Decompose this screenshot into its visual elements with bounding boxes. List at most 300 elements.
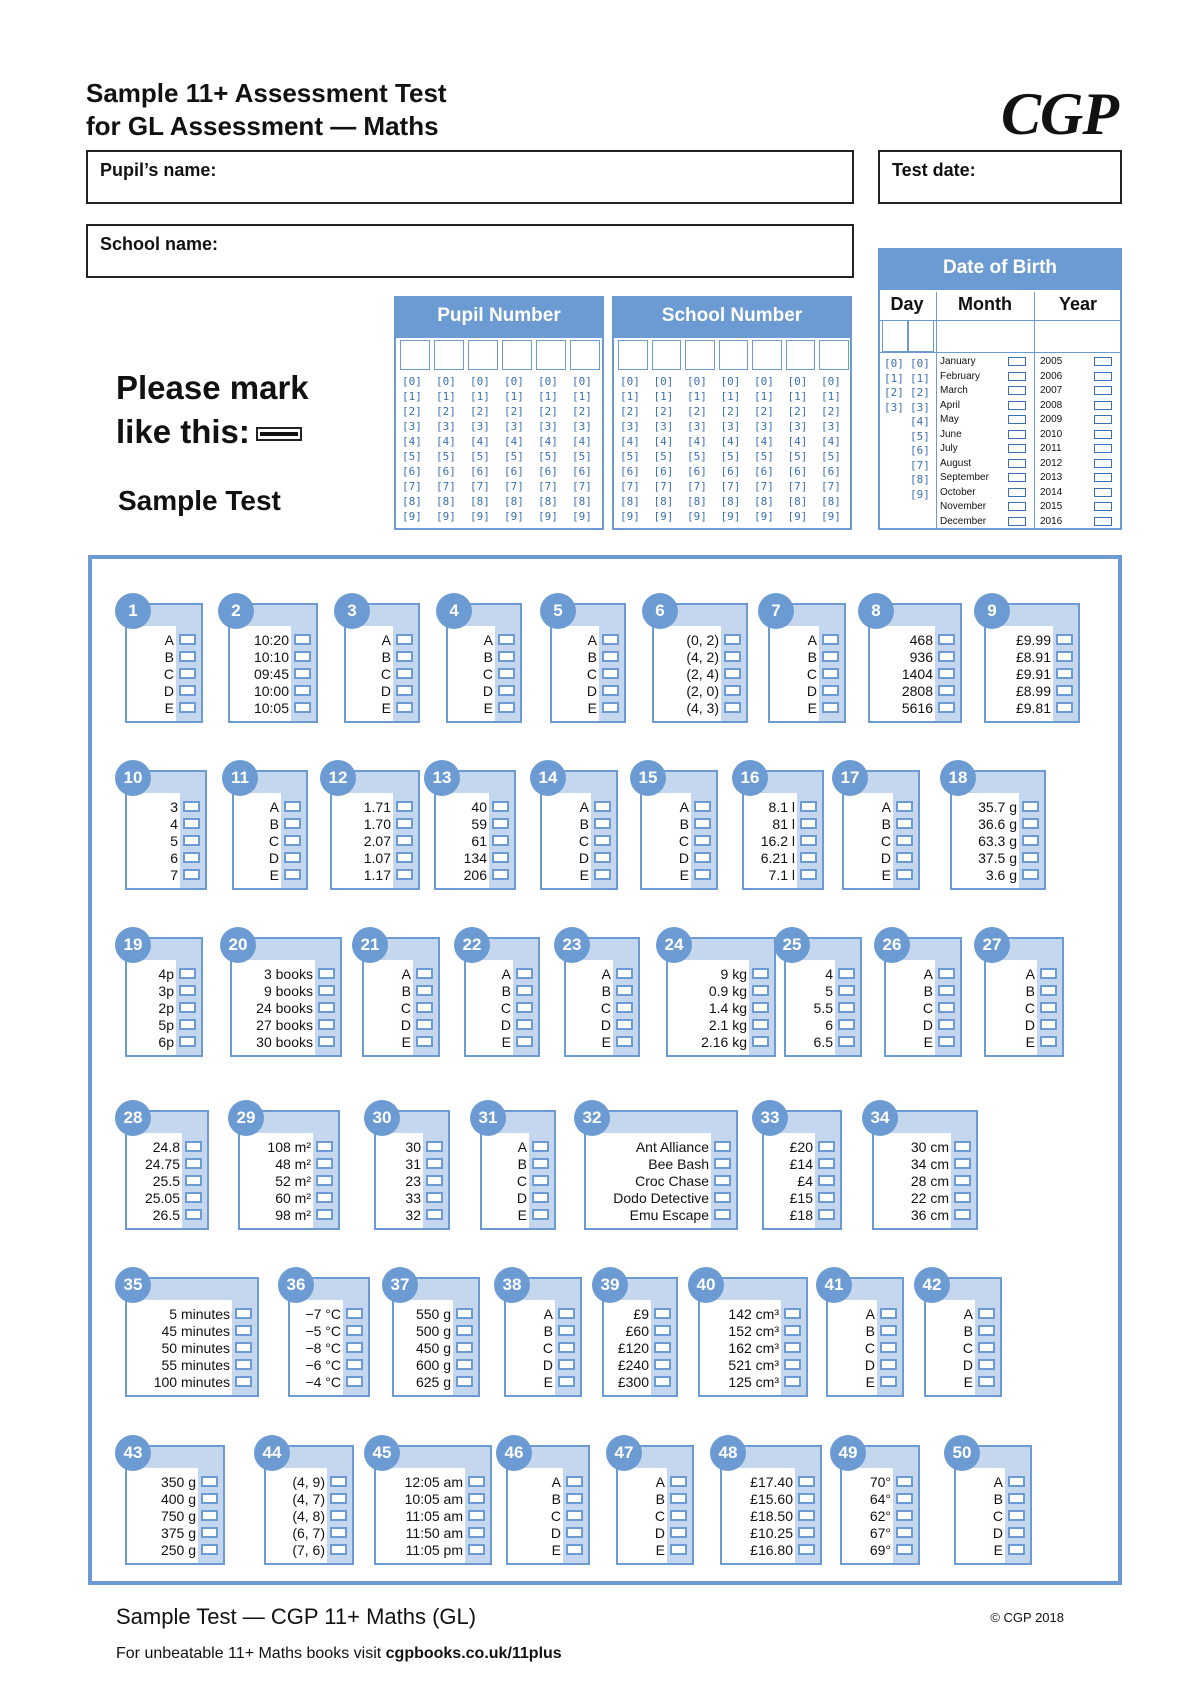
answer-bubble[interactable]: [1040, 985, 1057, 996]
answer-option[interactable]: [911, 1172, 971, 1189]
answer-bubble[interactable]: [694, 869, 711, 880]
answer-bubble[interactable]: [616, 1002, 633, 1013]
answer-option[interactable]: [164, 665, 196, 682]
answer-bubble[interactable]: [284, 801, 301, 812]
school-number-digit-bubble[interactable]: [9]: [653, 510, 674, 523]
answer-bubble[interactable]: [818, 1141, 835, 1152]
pupil-number-digit-bubble[interactable]: [3]: [436, 420, 456, 433]
answer-option[interactable]: [165, 699, 196, 716]
answer-bubble[interactable]: [183, 801, 200, 812]
answer-bubble[interactable]: [468, 1527, 485, 1538]
answer-option[interactable]: [405, 1138, 443, 1155]
answer-option[interactable]: [551, 1507, 583, 1524]
answer-option[interactable]: [911, 1189, 971, 1206]
school-number-digit-bubble[interactable]: [0]: [687, 375, 707, 388]
pupil-number-digit-bubble[interactable]: [8]: [470, 495, 490, 508]
school-number-digit-bubble[interactable]: [5]: [787, 450, 808, 463]
answer-option[interactable]: [406, 1507, 485, 1524]
answer-bubble[interactable]: [492, 869, 509, 880]
answer-bubble[interactable]: [784, 1342, 801, 1353]
answer-bubble[interactable]: [330, 1510, 347, 1521]
school-number-digit-bubble[interactable]: [7]: [720, 480, 741, 493]
school-number-digit-bubble[interactable]: [1]: [821, 390, 841, 403]
pupil-number-digit-bubble[interactable]: [2]: [572, 405, 592, 418]
answer-option[interactable]: [275, 1172, 333, 1189]
school-number-digit-bubble[interactable]: [8]: [687, 495, 707, 508]
answer-bubble[interactable]: [294, 651, 311, 662]
answer-bubble[interactable]: [396, 801, 413, 812]
answer-option[interactable]: [579, 849, 611, 866]
answer-bubble[interactable]: [1056, 685, 1073, 696]
answer-option[interactable]: [993, 1524, 1025, 1541]
answer-option[interactable]: [870, 1507, 913, 1524]
answer-bubble[interactable]: [822, 634, 839, 645]
school-number-digit-bubble[interactable]: [0]: [787, 375, 808, 388]
answer-option[interactable]: [256, 999, 335, 1016]
answer-bubble[interactable]: [896, 869, 913, 880]
answer-bubble[interactable]: [183, 852, 200, 863]
answer-bubble[interactable]: [670, 1476, 687, 1487]
pupil-number-digit-bubble[interactable]: [9]: [538, 510, 558, 523]
answer-bubble[interactable]: [492, 835, 509, 846]
answer-option[interactable]: [709, 999, 769, 1016]
answer-option[interactable]: [648, 1155, 731, 1172]
answer-option[interactable]: [924, 965, 955, 982]
answer-bubble[interactable]: [498, 702, 515, 713]
answer-bubble[interactable]: [1056, 634, 1073, 645]
answer-bubble[interactable]: [798, 1493, 815, 1504]
answer-bubble[interactable]: [183, 835, 200, 846]
answer-bubble[interactable]: [532, 1175, 549, 1186]
answer-bubble[interactable]: [179, 651, 196, 662]
pupil-number-digit-bubble[interactable]: [4]: [436, 435, 456, 448]
answer-bubble[interactable]: [938, 1019, 955, 1030]
school-number-digit-bubble[interactable]: [4]: [653, 435, 674, 448]
answer-bubble[interactable]: [532, 1209, 549, 1220]
answer-bubble[interactable]: [532, 1192, 549, 1203]
answer-option[interactable]: [630, 1206, 731, 1223]
answer-bubble[interactable]: [822, 651, 839, 662]
school-number-digit-bubble[interactable]: [0]: [620, 375, 640, 388]
answer-bubble[interactable]: [694, 818, 711, 829]
answer-bubble[interactable]: [602, 634, 619, 645]
pupil-number-digit-bubble[interactable]: [1]: [436, 390, 456, 403]
answer-bubble[interactable]: [954, 1141, 971, 1152]
answer-option[interactable]: [588, 699, 619, 716]
answer-bubble[interactable]: [185, 1158, 202, 1169]
dob-day-units-bubble[interactable]: [9]: [910, 487, 930, 501]
answer-option[interactable]: [402, 982, 433, 999]
answer-option[interactable]: [483, 682, 515, 699]
answer-bubble[interactable]: [724, 634, 741, 645]
answer-option[interactable]: [910, 631, 955, 648]
answer-option[interactable]: [364, 866, 413, 883]
school-number-digit-bubble[interactable]: [5]: [821, 450, 841, 463]
answer-bubble[interactable]: [978, 1376, 995, 1387]
answer-option[interactable]: [292, 1473, 347, 1490]
pupil-number-digit-bubble[interactable]: [3]: [538, 420, 558, 433]
answer-option[interactable]: [911, 1138, 971, 1155]
pupil-number-digit-bubble[interactable]: [8]: [504, 495, 524, 508]
answer-bubble[interactable]: [316, 1192, 333, 1203]
pupil-number-digit-bubble[interactable]: [0]: [436, 375, 456, 388]
answer-bubble[interactable]: [498, 668, 515, 679]
answer-option[interactable]: [517, 1172, 549, 1189]
pupil-number-digit-bubble[interactable]: [0]: [504, 375, 524, 388]
school-number-digit-bubble[interactable]: [8]: [653, 495, 674, 508]
answer-bubble[interactable]: [724, 702, 741, 713]
answer-bubble[interactable]: [330, 1527, 347, 1538]
answer-bubble[interactable]: [896, 1510, 913, 1521]
answer-option[interactable]: [613, 1189, 731, 1206]
answer-option[interactable]: [543, 1356, 575, 1373]
answer-bubble[interactable]: [822, 685, 839, 696]
answer-bubble[interactable]: [880, 1376, 897, 1387]
answer-bubble[interactable]: [838, 1002, 855, 1013]
answer-bubble[interactable]: [880, 1342, 897, 1353]
pupil-number-digit-bubble[interactable]: [6]: [436, 465, 456, 478]
answer-bubble[interactable]: [602, 685, 619, 696]
answer-option[interactable]: [254, 648, 311, 665]
answer-option[interactable]: [161, 1473, 218, 1490]
answer-option[interactable]: [517, 1189, 549, 1206]
answer-option[interactable]: [808, 699, 839, 716]
answer-option[interactable]: [471, 798, 509, 815]
pupil-number-digit-bubble[interactable]: [2]: [538, 405, 558, 418]
answer-bubble[interactable]: [798, 1544, 815, 1555]
answer-option[interactable]: [865, 1356, 897, 1373]
answer-bubble[interactable]: [426, 1192, 443, 1203]
answer-bubble[interactable]: [724, 651, 741, 662]
answer-option[interactable]: [170, 849, 200, 866]
school-number-digit-bubble[interactable]: [1]: [620, 390, 640, 403]
school-number-digit-bubble[interactable]: [3]: [620, 420, 640, 433]
answer-option[interactable]: [993, 1507, 1025, 1524]
answer-bubble[interactable]: [294, 702, 311, 713]
answer-bubble[interactable]: [654, 1308, 671, 1319]
answer-bubble[interactable]: [235, 1325, 252, 1336]
answer-bubble[interactable]: [201, 1476, 218, 1487]
answer-bubble[interactable]: [798, 1527, 815, 1538]
answer-bubble[interactable]: [235, 1376, 252, 1387]
school-number-digit-bubble[interactable]: [7]: [754, 480, 774, 493]
answer-option[interactable]: [750, 1524, 815, 1541]
answer-option[interactable]: [502, 982, 533, 999]
pupil-number-digit-bubble[interactable]: [7]: [572, 480, 592, 493]
answer-option[interactable]: [416, 1373, 473, 1390]
answer-option[interactable]: [165, 648, 196, 665]
answer-bubble[interactable]: [532, 1141, 549, 1152]
answer-option[interactable]: [1026, 965, 1057, 982]
answer-bubble[interactable]: [284, 869, 301, 880]
pupil-number-digit-bubble[interactable]: [5]: [470, 450, 490, 463]
school-number-digit-bubble[interactable]: [9]: [754, 510, 774, 523]
answer-bubble[interactable]: [396, 668, 413, 679]
answer-option[interactable]: [728, 1322, 801, 1339]
answer-option[interactable]: [154, 1373, 252, 1390]
answer-option[interactable]: [986, 866, 1039, 883]
pupil-number-digit-bubble[interactable]: [4]: [572, 435, 592, 448]
dob-day-units-bubble[interactable]: [3]: [910, 400, 930, 414]
answer-option[interactable]: [680, 798, 711, 815]
answer-bubble[interactable]: [346, 1342, 363, 1353]
pupil-number-digit-bubble[interactable]: [9]: [436, 510, 456, 523]
answer-option[interactable]: [406, 1524, 485, 1541]
answer-bubble[interactable]: [416, 968, 433, 979]
answer-bubble[interactable]: [318, 1019, 335, 1030]
footer-link[interactable]: cgpbooks.co.uk/11plus: [385, 1645, 562, 1662]
answer-option[interactable]: [382, 648, 413, 665]
answer-option[interactable]: [728, 1339, 801, 1356]
answer-bubble[interactable]: [594, 852, 611, 863]
pupil-number-digit-bubble[interactable]: [2]: [470, 405, 490, 418]
answer-option[interactable]: [721, 965, 769, 982]
answer-bubble[interactable]: [468, 1510, 485, 1521]
school-number-digit-bubble[interactable]: [7]: [653, 480, 674, 493]
school-number-digit-bubble[interactable]: [1]: [687, 390, 707, 403]
answer-option[interactable]: [254, 699, 311, 716]
answer-bubble[interactable]: [1008, 1527, 1025, 1538]
answer-bubble[interactable]: [880, 1325, 897, 1336]
answer-option[interactable]: [882, 798, 913, 815]
answer-option[interactable]: [170, 866, 200, 883]
answer-bubble[interactable]: [938, 634, 955, 645]
answer-option[interactable]: [153, 1206, 202, 1223]
dob-day-units-bubble[interactable]: [4]: [910, 415, 930, 428]
answer-option[interactable]: [305, 1305, 363, 1322]
answer-bubble[interactable]: [558, 1359, 575, 1370]
answer-option[interactable]: [518, 1206, 549, 1223]
dob-day-units-bubble[interactable]: [6]: [910, 444, 930, 457]
answer-option[interactable]: [911, 1206, 971, 1223]
answer-bubble[interactable]: [396, 818, 413, 829]
pupil-number-digit-bubble[interactable]: [6]: [538, 465, 558, 478]
pupil-number-digit-bubble[interactable]: [2]: [436, 405, 456, 418]
answer-option[interactable]: [162, 1339, 252, 1356]
answer-option[interactable]: [161, 1490, 218, 1507]
answer-option[interactable]: [275, 1189, 333, 1206]
school-number-digit-bubble[interactable]: [5]: [754, 450, 774, 463]
answer-bubble[interactable]: [616, 968, 633, 979]
answer-bubble[interactable]: [670, 1527, 687, 1538]
answer-bubble[interactable]: [284, 835, 301, 846]
answer-option[interactable]: [464, 849, 509, 866]
answer-bubble[interactable]: [318, 985, 335, 996]
answer-bubble[interactable]: [654, 1342, 671, 1353]
answer-option[interactable]: [382, 699, 413, 716]
answer-bubble[interactable]: [896, 818, 913, 829]
answer-bubble[interactable]: [416, 1002, 433, 1013]
school-number-digit-bubble[interactable]: [4]: [620, 435, 640, 448]
pupil-number-digit-bubble[interactable]: [8]: [538, 495, 558, 508]
answer-bubble[interactable]: [1040, 1036, 1057, 1047]
pupil-number-digit-bubble[interactable]: [9]: [504, 510, 524, 523]
answer-bubble[interactable]: [235, 1342, 252, 1353]
answer-option[interactable]: [881, 832, 913, 849]
answer-bubble[interactable]: [818, 1175, 835, 1186]
answer-bubble[interactable]: [822, 702, 839, 713]
answer-option[interactable]: [543, 1339, 575, 1356]
answer-option[interactable]: [618, 1339, 671, 1356]
answer-bubble[interactable]: [838, 1019, 855, 1030]
pupil-number-digit-bubble[interactable]: [6]: [572, 465, 592, 478]
answer-option[interactable]: [680, 866, 711, 883]
answer-option[interactable]: [169, 1305, 252, 1322]
answer-option[interactable]: [153, 1138, 202, 1155]
school-number-digit-bubble[interactable]: [0]: [720, 375, 741, 388]
school-number-digit-bubble[interactable]: [6]: [754, 465, 774, 478]
answer-option[interactable]: [1016, 665, 1073, 682]
answer-bubble[interactable]: [183, 818, 200, 829]
school-number-digit-bubble[interactable]: [9]: [787, 510, 808, 523]
answer-bubble[interactable]: [468, 1476, 485, 1487]
answer-option[interactable]: [686, 665, 741, 682]
answer-bubble[interactable]: [954, 1209, 971, 1220]
answer-option[interactable]: [544, 1373, 575, 1390]
school-number-digit-bubble[interactable]: [9]: [620, 510, 640, 523]
dob-day-tens-bubble[interactable]: [1]: [884, 371, 904, 385]
answer-option[interactable]: [502, 965, 533, 982]
answer-option[interactable]: [870, 1524, 913, 1541]
school-number-digit-bubble[interactable]: [5]: [620, 450, 640, 463]
answer-bubble[interactable]: [330, 1493, 347, 1504]
answer-bubble[interactable]: [558, 1376, 575, 1387]
answer-option[interactable]: [580, 866, 611, 883]
answer-option[interactable]: [964, 1305, 995, 1322]
school-number-digit-bubble[interactable]: [3]: [720, 420, 741, 433]
answer-bubble[interactable]: [516, 985, 533, 996]
answer-option[interactable]: [401, 999, 433, 1016]
answer-option[interactable]: [158, 1016, 196, 1033]
answer-option[interactable]: [686, 631, 741, 648]
answer-bubble[interactable]: [714, 1158, 731, 1169]
answer-option[interactable]: [158, 982, 196, 999]
answer-option[interactable]: [924, 982, 955, 999]
answer-bubble[interactable]: [185, 1141, 202, 1152]
answer-bubble[interactable]: [694, 852, 711, 863]
school-number-digit-bubble[interactable]: [3]: [821, 420, 841, 433]
answer-option[interactable]: [807, 665, 839, 682]
answer-bubble[interactable]: [602, 702, 619, 713]
answer-bubble[interactable]: [416, 1019, 433, 1030]
answer-option[interactable]: [1025, 1016, 1057, 1033]
pupil-number-digit-bubble[interactable]: [7]: [470, 480, 490, 493]
answer-option[interactable]: [158, 999, 196, 1016]
answer-option[interactable]: [679, 832, 711, 849]
answer-bubble[interactable]: [396, 651, 413, 662]
answer-bubble[interactable]: [896, 1527, 913, 1538]
answer-bubble[interactable]: [316, 1158, 333, 1169]
school-number-digit-bubble[interactable]: [0]: [754, 375, 774, 388]
answer-bubble[interactable]: [724, 685, 741, 696]
answer-option[interactable]: [405, 1490, 485, 1507]
answer-bubble[interactable]: [492, 801, 509, 812]
answer-option[interactable]: [270, 815, 301, 832]
answer-option[interactable]: [825, 982, 855, 999]
answer-bubble[interactable]: [1022, 852, 1039, 863]
school-number-digit-bubble[interactable]: [1]: [754, 390, 774, 403]
school-number-digit-bubble[interactable]: [1]: [720, 390, 741, 403]
pupil-number-digit-bubble[interactable]: [7]: [538, 480, 558, 493]
school-number-digit-bubble[interactable]: [7]: [821, 480, 841, 493]
answer-option[interactable]: [145, 1189, 202, 1206]
pupil-number-digit-bubble[interactable]: [7]: [504, 480, 524, 493]
answer-option[interactable]: [416, 1356, 473, 1373]
dob-day-units-bubble[interactable]: [2]: [910, 386, 930, 399]
answer-bubble[interactable]: [396, 835, 413, 846]
answer-option[interactable]: [552, 1473, 583, 1490]
answer-bubble[interactable]: [284, 818, 301, 829]
answer-bubble[interactable]: [235, 1308, 252, 1319]
answer-bubble[interactable]: [616, 1036, 633, 1047]
answer-option[interactable]: [602, 1033, 633, 1050]
answer-bubble[interactable]: [800, 801, 817, 812]
pupil-number-digit-bubble[interactable]: [9]: [402, 510, 422, 523]
pupil-number-digit-bubble[interactable]: [5]: [402, 450, 422, 463]
answer-option[interactable]: [275, 1206, 333, 1223]
answer-option[interactable]: [267, 1138, 333, 1155]
answer-bubble[interactable]: [798, 1476, 815, 1487]
answer-bubble[interactable]: [654, 1376, 671, 1387]
answer-bubble[interactable]: [498, 634, 515, 645]
pupil-number-digit-bubble[interactable]: [8]: [572, 495, 592, 508]
school-number-digit-bubble[interactable]: [6]: [787, 465, 808, 478]
answer-bubble[interactable]: [1008, 1544, 1025, 1555]
answer-option[interactable]: [416, 1305, 473, 1322]
answer-option[interactable]: [471, 815, 509, 832]
answer-option[interactable]: [1025, 999, 1057, 1016]
answer-option[interactable]: [911, 1155, 971, 1172]
answer-bubble[interactable]: [456, 1325, 473, 1336]
answer-option[interactable]: [587, 665, 619, 682]
answer-bubble[interactable]: [1008, 1493, 1025, 1504]
school-number-digit-bubble[interactable]: [8]: [620, 495, 640, 508]
school-number-digit-bubble[interactable]: [8]: [720, 495, 741, 508]
answer-option[interactable]: [679, 849, 711, 866]
answer-bubble[interactable]: [896, 1476, 913, 1487]
school-number-digit-bubble[interactable]: [9]: [687, 510, 707, 523]
answer-option[interactable]: [728, 1356, 801, 1373]
answer-bubble[interactable]: [800, 835, 817, 846]
answer-option[interactable]: [416, 1339, 473, 1356]
answer-bubble[interactable]: [396, 634, 413, 645]
school-number-digit-bubble[interactable]: [2]: [653, 405, 674, 418]
answer-option[interactable]: [579, 832, 611, 849]
school-number-digit-bubble[interactable]: [9]: [821, 510, 841, 523]
answer-option[interactable]: [633, 1305, 671, 1322]
school-number-digit-bubble[interactable]: [1]: [653, 390, 674, 403]
answer-option[interactable]: [254, 631, 311, 648]
answer-bubble[interactable]: [752, 985, 769, 996]
answer-bubble[interactable]: [1040, 1002, 1057, 1013]
answer-option[interactable]: [292, 1490, 347, 1507]
pupil-number-digit-bubble[interactable]: [3]: [572, 420, 592, 433]
answer-bubble[interactable]: [179, 1002, 196, 1013]
answer-bubble[interactable]: [838, 968, 855, 979]
school-number-digit-bubble[interactable]: [8]: [754, 495, 774, 508]
pupil-number-digit-bubble[interactable]: [7]: [402, 480, 422, 493]
answer-option[interactable]: [790, 1189, 835, 1206]
answer-option[interactable]: [964, 1322, 995, 1339]
dob-day-tens-bubble[interactable]: [3]: [884, 400, 904, 414]
answer-option[interactable]: [964, 1373, 995, 1390]
answer-option[interactable]: [305, 1339, 363, 1356]
answer-option[interactable]: [1016, 699, 1073, 716]
answer-bubble[interactable]: [185, 1209, 202, 1220]
answer-bubble[interactable]: [532, 1158, 549, 1169]
answer-option[interactable]: [402, 1033, 433, 1050]
answer-bubble[interactable]: [938, 685, 955, 696]
